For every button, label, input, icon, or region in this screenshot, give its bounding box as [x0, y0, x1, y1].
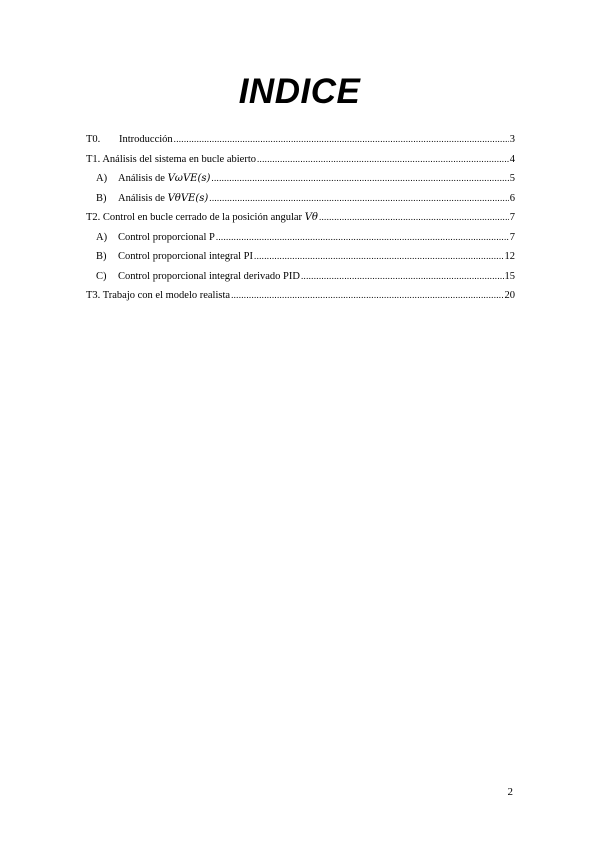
- toc-entry-title: [86, 212, 318, 223]
- toc-entry-title: Control proporcional P: [118, 231, 215, 243]
- toc-entry-number: A): [96, 231, 108, 243]
- toc-entry-page: 7: [509, 212, 515, 223]
- toc-entry-title: Introducción: [119, 134, 173, 145]
- toc-entry-page: 4: [509, 153, 515, 165]
- toc-entry-title: Control proporcional integral PI: [118, 251, 254, 262]
- toc-leader-dots: [254, 251, 503, 261]
- toc-leader-dots: [209, 193, 508, 203]
- toc-entry-title: T3. Trabajo con el modelo realista: [86, 290, 231, 301]
- toc-leader-dots: [216, 232, 509, 242]
- page-title: INDICE: [238, 72, 361, 111]
- toc-entry-title: T1. Análisis del sistema en bucle abierto: [86, 153, 256, 165]
- toc-leader-dots: [174, 134, 509, 144]
- toc-entry-title: Control proporcional integral derivado PID: [118, 270, 300, 282]
- toc-entry-title: [118, 173, 210, 184]
- footer-page-number: 2: [507, 786, 513, 798]
- toc-entry-number: T0.: [86, 134, 101, 145]
- toc-entry-page: 12: [504, 251, 515, 262]
- toc-leader-dots: [319, 212, 509, 222]
- toc-entry-number: B): [96, 192, 107, 204]
- toc-entry-page: 5: [509, 173, 515, 184]
- toc-entry-t1[interactable]: [86, 154, 515, 172]
- toc-leader-dots: [301, 271, 504, 281]
- table-of-contents: [86, 134, 515, 310]
- toc-entry-title-text: T2. Control en bucle cerrado de la posición angular: [86, 212, 305, 223]
- toc-entry-t1-a[interactable]: [86, 173, 515, 191]
- toc-entry-t2-b[interactable]: [86, 251, 515, 269]
- toc-entry-page: 3: [509, 134, 515, 145]
- toc-entry-page: 6: [509, 192, 515, 204]
- toc-entry-page: 15: [504, 270, 515, 282]
- toc-entry-number: C): [96, 270, 107, 282]
- toc-leader-dots: [231, 290, 503, 300]
- toc-entry-math: Vθ: [304, 212, 318, 223]
- toc-entry-t2[interactable]: [86, 212, 515, 230]
- toc-entry-math: VθVE(s): [167, 192, 209, 204]
- toc-entry-t1-b[interactable]: [86, 193, 515, 211]
- toc-entry-t2-c[interactable]: [86, 271, 515, 289]
- toc-entry-math: VωVE(s): [167, 173, 211, 184]
- toc-entry-t0[interactable]: [86, 134, 515, 152]
- toc-entry-number: B): [96, 251, 107, 262]
- toc-leader-dots: [257, 154, 509, 164]
- toc-entry-title-text: Análisis de: [118, 192, 168, 204]
- toc-entry-t3[interactable]: [86, 290, 515, 308]
- toc-entry-page: 7: [509, 231, 515, 243]
- toc-entry-page: 20: [504, 290, 515, 301]
- toc-entry-t2-a[interactable]: [86, 232, 515, 250]
- toc-entry-number: A): [96, 173, 108, 184]
- toc-entry-title: [118, 193, 208, 204]
- toc-leader-dots: [211, 173, 508, 183]
- toc-entry-title-text: Análisis de: [118, 173, 168, 184]
